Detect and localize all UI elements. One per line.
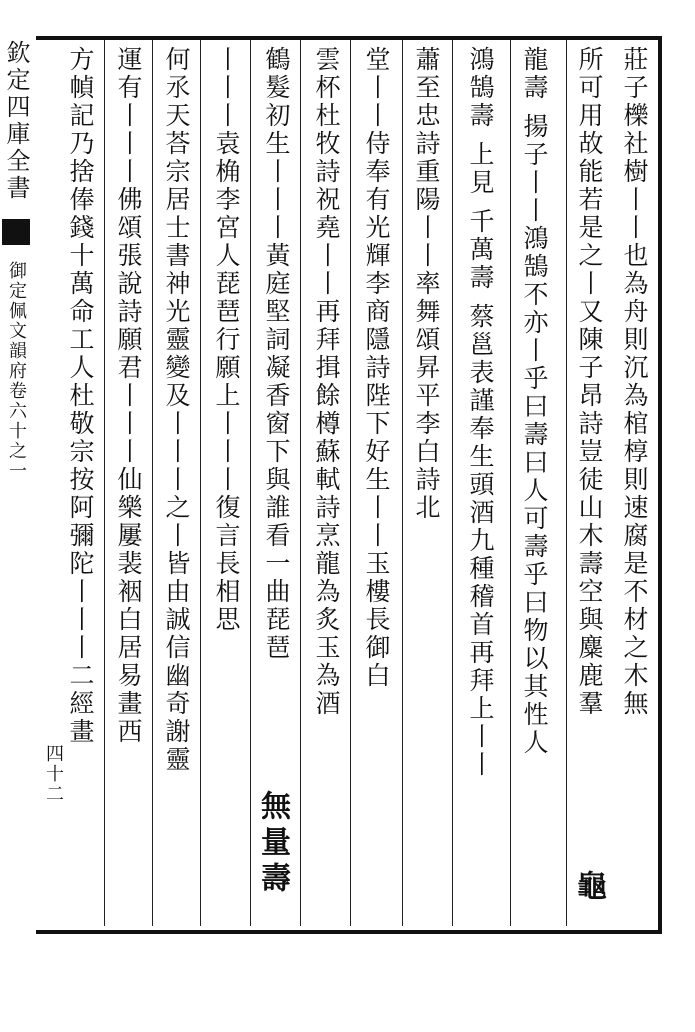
headword-wuliangshou: 無量壽	[255, 790, 290, 898]
text-column-9: 丨丨丨袁桷李宮人琵琶行願上丨丨丨復言長相思	[212, 46, 241, 634]
column-rule	[152, 40, 153, 926]
text-column-5: 蕭至忠詩重陽丨丨率舞頌昇平李白詩北	[412, 46, 441, 522]
text-column-3: 龍壽 揚子丨丨鴻鵠不亦丨乎曰壽曰人可壽乎曰物以其性人	[520, 46, 549, 757]
text-column-1: 莊子櫟社樹丨丨也為舟則沉為棺椁則速腐是不材之木無	[620, 46, 649, 718]
column-rule	[104, 40, 105, 926]
text-column-12: 方幀記乃捨俸錢十萬命工人杜敬宗按阿彌陀丨丨丨二經畫	[66, 46, 95, 746]
column-rule	[200, 40, 201, 926]
column-rule	[566, 40, 567, 926]
column-rule	[402, 40, 403, 926]
text-column-8: 鶴髮初生丨丨丨黃庭堅詞凝香窗下與誰看一曲琵琶	[262, 46, 291, 662]
text-column-7: 雲杯杜牧詩祝堯丨丨再拜揖餘樽蘇軾詩烹龍為炙玉為酒	[312, 46, 341, 718]
text-column-10: 何氶天荅宗居士書神光靈變及丨丨丨之丨皆由誠信幽奇謝靈	[162, 46, 191, 774]
section-title: 御定佩文韻府卷六十之一	[6, 261, 27, 482]
text-column-11: 運有丨丨丨佛頌張說詩願君丨丨丨仙樂屢裴裀白居易畫西	[114, 46, 143, 746]
margin-title-strip	[4, 40, 34, 930]
column-rule	[250, 40, 251, 926]
text-column-2: 所可用故能若是之丨又陳子昂詩豈徒山木壽空與麋鹿羣	[575, 46, 604, 718]
column-rule	[452, 40, 453, 926]
column-rule	[510, 40, 511, 926]
text-column-4: 鴻鵠壽 上見 千萬壽 蔡邕表謹奉生頭酒九種稽首再拜上丨丨	[466, 46, 495, 779]
headword-gui: 龜	[571, 870, 606, 906]
column-rule	[300, 40, 301, 926]
fish-tail-mark	[2, 219, 30, 245]
column-rule	[350, 40, 351, 926]
book-title: 欽定四庫全書	[2, 40, 30, 202]
text-column-6: 堂丨丨侍奉有光輝李商隱詩陛下好生丨丨玉樓長御白	[362, 46, 391, 690]
page-number: 四十二	[43, 744, 64, 804]
